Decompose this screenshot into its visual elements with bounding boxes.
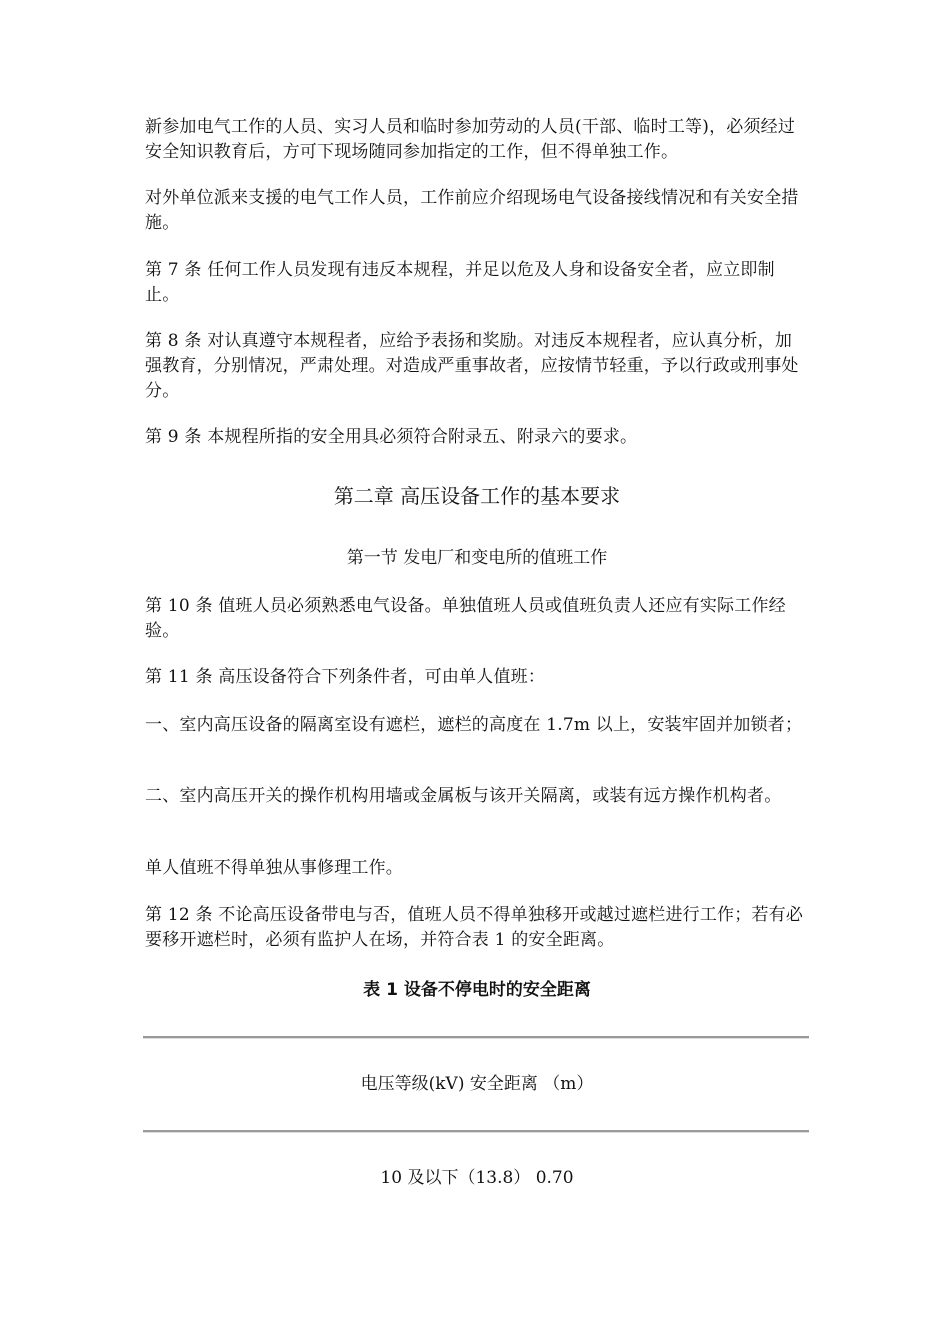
table-header-rule bbox=[143, 1130, 809, 1133]
chapter-title: 第二章 高压设备工作的基本要求 bbox=[333, 484, 621, 508]
paragraph-article-11: 第 11 条 高压设备符合下列条件者，可由单人值班： bbox=[145, 667, 546, 687]
paragraph-article-12: 第 12 条 不论高压设备带电与否，值班人员不得单独移开或越过遮栏进行工作；若有必要移开遮栏时，必须有监护人在场，并符合表 1 的安全距离。 bbox=[145, 905, 804, 950]
paragraph-new-staff: 新参加电气工作的人员、实习人员和临时参加劳动的人员(干部、临时工等)，必须经过安全知识教育后，方可下现场随同参加指定的工作，但不得单独工作。 bbox=[145, 117, 796, 162]
table-row: 10 及以下（13.8） 0.70 bbox=[380, 1168, 574, 1188]
paragraph-single-duty: 单人值班不得单独从事修理工作。 bbox=[145, 858, 403, 878]
paragraph-article-10: 第 10 条 值班人员必须熟悉电气设备。单独值班人员或值班负责人还应有实际工作经验。 bbox=[145, 596, 786, 641]
paragraph-external-staff: 对外单位派来支援的电气工作人员，工作前应介绍现场电气设备接线情况和有关安全措施。 bbox=[145, 188, 799, 233]
paragraph-condition-1: 一、室内高压设备的隔离室设有遮栏，遮栏的高度在 1.7m 以上，安装牢固并加锁者； bbox=[145, 715, 803, 735]
paragraph-article-9: 第 9 条 本规程所指的安全用具必须符合附录五、附录六的要求。 bbox=[145, 427, 638, 447]
section-title: 第一节 发电厂和变电所的值班工作 bbox=[346, 548, 608, 568]
paragraph-article-8: 第 8 条 对认真遵守本规程者，应给予表扬和奖励。对违反本规程者，应认真分析，加强教育，分别情况，严肃处理。对造成严重事故者，应按情节轻重，予以行政或刑事处分。 bbox=[145, 331, 799, 401]
table-top-rule bbox=[143, 1036, 809, 1039]
table-caption: 表 1 设备不停电时的安全距离 bbox=[363, 980, 591, 1000]
table-header-row: 电压等级(kV) 安全距离 （m） bbox=[360, 1074, 594, 1094]
paragraph-condition-2: 二、室内高压开关的操作机构用墙或金属板与该开关隔离，或装有远方操作机构者。 bbox=[145, 786, 782, 806]
paragraph-article-7: 第 7 条 任何工作人员发现有违反本规程，并足以危及人身和设备安全者，应立即制止。 bbox=[145, 260, 775, 305]
